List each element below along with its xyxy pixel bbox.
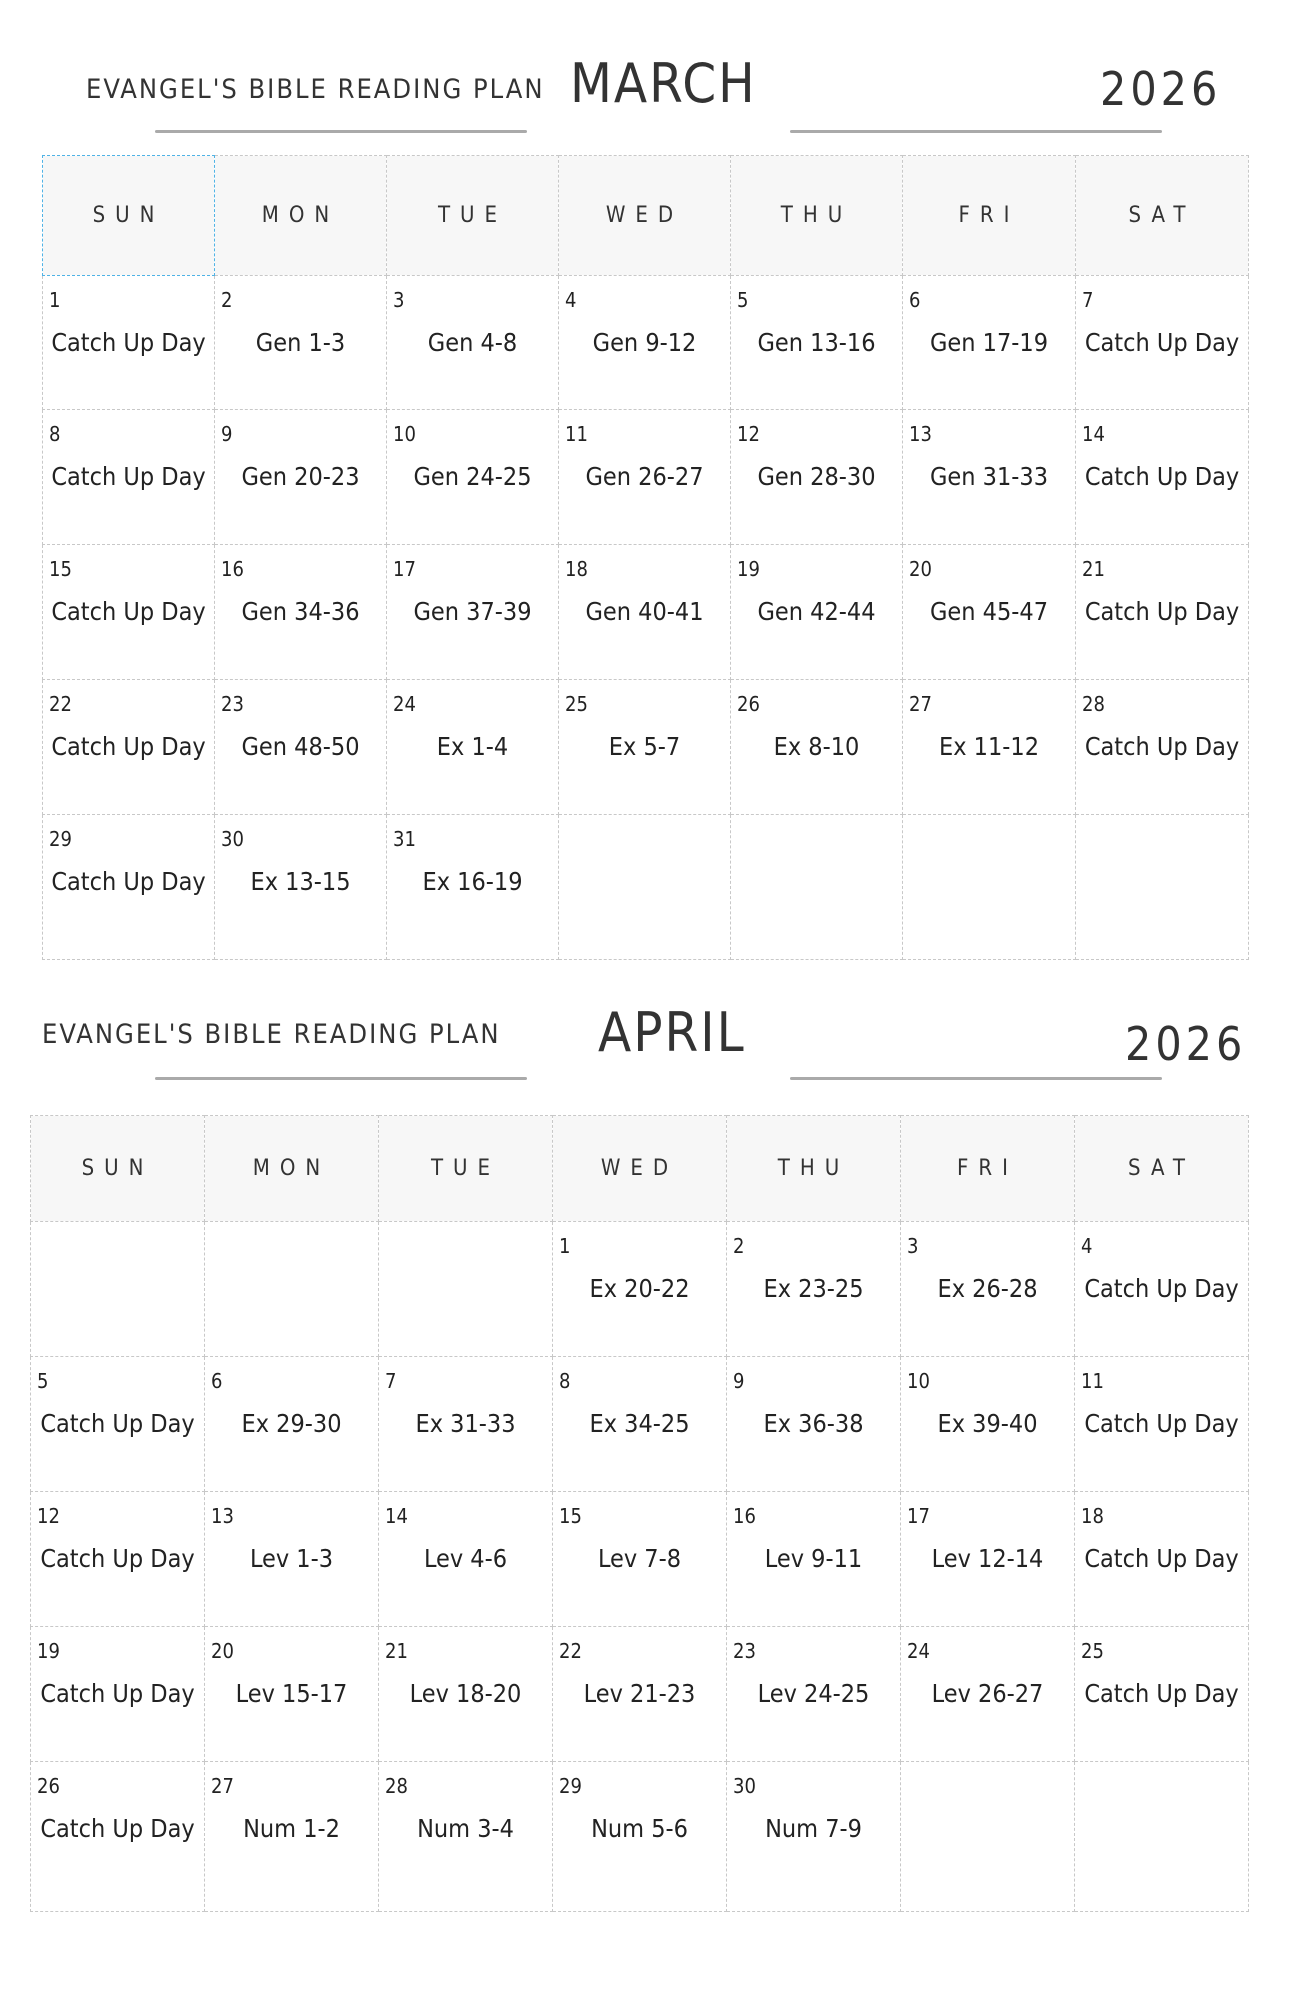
day-cell[interactable]: [215, 680, 387, 815]
day-number: 19: [737, 557, 760, 581]
reading-text: Num 3-4: [417, 1814, 514, 1843]
day-number: 7: [1082, 288, 1094, 312]
day-number: 8: [559, 1369, 571, 1393]
day-number: 14: [1082, 422, 1105, 446]
day-number: 28: [385, 1774, 408, 1798]
day-number: 10: [393, 422, 416, 446]
day-cell[interactable]: [901, 1357, 1075, 1492]
day-cell[interactable]: [727, 1762, 901, 1912]
week-row: [43, 545, 1249, 680]
reading-text: Ex 11-12: [939, 732, 1039, 761]
day-number: 25: [565, 692, 588, 716]
day-cell[interactable]: [205, 1627, 379, 1762]
day-cell[interactable]: [387, 815, 559, 960]
day-cell[interactable]: [903, 815, 1076, 960]
weekday-header-row: [43, 156, 1249, 276]
day-number: 13: [909, 422, 932, 446]
day-number: 11: [1081, 1369, 1104, 1393]
day-cell[interactable]: [43, 680, 215, 815]
day-cell[interactable]: [1076, 680, 1249, 815]
reading-text: Ex 34-25: [589, 1409, 690, 1438]
reading-text: Ex 16-19: [422, 867, 523, 896]
reading-text: Catch Up Day: [51, 597, 206, 626]
reading-text: Catch Up Day: [1084, 1679, 1239, 1708]
day-number: 18: [565, 557, 588, 581]
day-cell[interactable]: [731, 815, 903, 960]
day-number: 1: [49, 288, 61, 312]
reading-text: Lev 4-6: [423, 1544, 508, 1573]
reading-text: Gen 20-23: [241, 462, 360, 491]
reading-text: Lev 21-23: [583, 1679, 696, 1708]
reading-text: Num 7-9: [765, 1814, 862, 1843]
weekday-header-row: [31, 1116, 1249, 1222]
day-cell[interactable]: [1075, 1762, 1249, 1912]
reading-text: Lev 7-8: [597, 1544, 682, 1573]
day-cell[interactable]: [727, 1627, 901, 1762]
reading-text: Gen 28-30: [757, 462, 876, 491]
week-row: [43, 410, 1249, 545]
reading-text: Lev 12-14: [931, 1544, 1044, 1573]
reading-text: Lev 26-27: [931, 1679, 1044, 1708]
day-number: 2: [733, 1234, 745, 1258]
day-number: 11: [565, 422, 588, 446]
day-cell[interactable]: [31, 1492, 205, 1627]
reading-text: Catch Up Day: [40, 1814, 195, 1843]
reading-text: Gen 13-16: [757, 328, 876, 357]
weekday-tue: TUE: [387, 156, 559, 276]
reading-text: Catch Up Day: [51, 328, 206, 357]
day-number: 5: [737, 288, 749, 312]
reading-text: Lev 18-20: [409, 1679, 522, 1708]
day-cell[interactable]: [31, 1627, 205, 1762]
day-cell[interactable]: [379, 1222, 553, 1357]
day-cell[interactable]: [215, 410, 387, 545]
day-number: 22: [49, 692, 72, 716]
day-cell[interactable]: [731, 680, 903, 815]
reading-text: Gen 34-36: [241, 597, 360, 626]
reading-text: Num 1-2: [243, 1814, 340, 1843]
day-number: 29: [49, 827, 72, 851]
weekday-sat: SAT: [1075, 1116, 1249, 1222]
title-underline-left: [155, 130, 527, 133]
day-number: 18: [1081, 1504, 1104, 1528]
day-cell[interactable]: [727, 1222, 901, 1357]
day-number: 31: [393, 827, 416, 851]
day-number: 25: [1081, 1639, 1104, 1663]
day-cell[interactable]: [387, 276, 559, 410]
day-cell[interactable]: [553, 1627, 727, 1762]
week-row: [31, 1357, 1249, 1492]
day-cell[interactable]: [731, 410, 903, 545]
day-number: 9: [221, 422, 233, 446]
day-number: 23: [733, 1639, 756, 1663]
reading-text: Ex 26-28: [937, 1274, 1038, 1303]
day-cell[interactable]: [1076, 276, 1249, 410]
march-header: [0, 40, 1294, 150]
day-number: 7: [385, 1369, 397, 1393]
reading-text: Catch Up Day: [1084, 732, 1240, 761]
day-number: 24: [393, 692, 416, 716]
day-cell[interactable]: [379, 1762, 553, 1912]
day-number: 10: [907, 1369, 930, 1393]
reading-text: Catch Up Day: [40, 1679, 195, 1708]
day-number: 15: [559, 1504, 582, 1528]
day-cell[interactable]: [31, 1222, 205, 1357]
day-number: 19: [37, 1639, 60, 1663]
day-cell[interactable]: [559, 410, 731, 545]
reading-text: Ex 29-30: [241, 1409, 342, 1438]
day-cell[interactable]: [903, 410, 1076, 545]
reading-text: Ex 20-22: [589, 1274, 690, 1303]
week-row: [43, 680, 1249, 815]
weekday-fri: FRI: [903, 156, 1076, 276]
day-cell[interactable]: [1075, 1357, 1249, 1492]
day-cell[interactable]: [205, 1357, 379, 1492]
day-cell[interactable]: [379, 1492, 553, 1627]
reading-text: Ex 8-10: [773, 732, 860, 761]
day-number: 5: [37, 1369, 49, 1393]
week-row: [31, 1222, 1249, 1357]
reading-text: Gen 9-12: [592, 328, 697, 357]
reading-text: Catch Up Day: [40, 1544, 195, 1573]
day-number: 30: [733, 1774, 756, 1798]
reading-text: Catch Up Day: [1084, 597, 1240, 626]
title-underline-right: [790, 130, 1162, 133]
day-number: 6: [909, 288, 921, 312]
day-cell[interactable]: [205, 1762, 379, 1912]
day-cell[interactable]: [205, 1492, 379, 1627]
april-header: [0, 995, 1294, 1105]
day-number: 20: [909, 557, 932, 581]
day-number: 17: [907, 1504, 930, 1528]
weekday-sun[interactable]: SUN: [43, 156, 215, 276]
reading-text: Ex 36-38: [763, 1409, 864, 1438]
month-title: MARCH: [570, 52, 757, 115]
day-number: 29: [559, 1774, 582, 1798]
weekday-wed: WED: [559, 156, 731, 276]
month-title: APRIL: [598, 1001, 746, 1064]
day-number: 1: [559, 1234, 571, 1258]
title-underline-left: [155, 1077, 527, 1080]
reading-text: Gen 31-33: [929, 462, 1049, 491]
day-number: 4: [1081, 1234, 1093, 1258]
reading-text: Ex 1-4: [436, 732, 509, 761]
day-cell[interactable]: [727, 1492, 901, 1627]
day-cell[interactable]: [901, 1222, 1075, 1357]
day-cell[interactable]: [387, 410, 559, 545]
reading-text: Gen 26-27: [585, 462, 704, 491]
weekday-thu: THU: [727, 1116, 901, 1222]
reading-text: Lev 24-25: [757, 1679, 870, 1708]
day-cell[interactable]: [1076, 410, 1249, 545]
day-cell[interactable]: [731, 276, 903, 410]
day-cell[interactable]: [215, 815, 387, 960]
day-cell[interactable]: [903, 680, 1076, 815]
day-cell[interactable]: [553, 1222, 727, 1357]
day-number: 3: [907, 1234, 919, 1258]
day-cell[interactable]: [731, 545, 903, 680]
reading-text: Ex 5-7: [608, 732, 681, 761]
day-cell[interactable]: [903, 545, 1076, 680]
reading-text: Catch Up Day: [1084, 462, 1240, 491]
week-row: [43, 276, 1249, 410]
year-title: 2026: [1125, 1017, 1247, 1071]
day-number: 26: [37, 1774, 60, 1798]
day-cell[interactable]: [1075, 1492, 1249, 1627]
day-cell[interactable]: [43, 276, 215, 410]
day-number: 24: [907, 1639, 930, 1663]
weekday-sat: SAT: [1076, 156, 1249, 276]
day-cell[interactable]: [901, 1492, 1075, 1627]
day-cell[interactable]: [43, 545, 215, 680]
day-number: 30: [221, 827, 244, 851]
day-cell[interactable]: [31, 1357, 205, 1492]
weekday-wed: WED: [553, 1116, 727, 1222]
day-cell[interactable]: [559, 545, 731, 680]
reading-text: Ex 23-25: [763, 1274, 864, 1303]
reading-text: Gen 1-3: [255, 328, 346, 357]
plan-title: EVANGEL'S BIBLE READING PLAN: [42, 1019, 501, 1050]
day-cell[interactable]: [553, 1762, 727, 1912]
april-calendar-grid: [30, 1115, 1249, 1912]
reading-text: Gen 17-19: [929, 328, 1049, 357]
day-cell[interactable]: [43, 815, 215, 960]
day-cell[interactable]: [205, 1222, 379, 1357]
year-title: 2026: [1100, 62, 1222, 116]
day-number: 14: [385, 1504, 408, 1528]
day-cell[interactable]: [43, 410, 215, 545]
day-cell[interactable]: [901, 1627, 1075, 1762]
weekday-tue: TUE: [379, 1116, 553, 1222]
reading-text: Catch Up Day: [51, 867, 206, 896]
reading-text: Catch Up Day: [1084, 1274, 1239, 1303]
day-number: 15: [49, 557, 72, 581]
day-number: 4: [565, 288, 577, 312]
day-number: 23: [221, 692, 244, 716]
week-row: [31, 1762, 1249, 1912]
day-number: 22: [559, 1639, 582, 1663]
day-number: 12: [737, 422, 760, 446]
day-cell[interactable]: [387, 680, 559, 815]
day-cell[interactable]: [559, 680, 731, 815]
day-number: 3: [393, 288, 405, 312]
reading-text: Lev 1-3: [249, 1544, 334, 1573]
reading-text: Gen 42-44: [757, 597, 876, 626]
reading-text: Catch Up Day: [1084, 328, 1240, 357]
day-number: 28: [1082, 692, 1105, 716]
day-cell[interactable]: [553, 1357, 727, 1492]
day-cell[interactable]: [559, 815, 731, 960]
day-number: 20: [211, 1639, 234, 1663]
day-cell[interactable]: [1075, 1627, 1249, 1762]
day-number: 13: [211, 1504, 234, 1528]
day-number: 21: [385, 1639, 408, 1663]
day-number: 8: [49, 422, 61, 446]
day-cell[interactable]: [559, 276, 731, 410]
reading-text: Gen 45-47: [929, 597, 1049, 626]
day-number: 16: [221, 557, 244, 581]
weekday-fri: FRI: [901, 1116, 1075, 1222]
day-number: 26: [737, 692, 760, 716]
day-number: 21: [1082, 557, 1105, 581]
plan-title: EVANGEL'S BIBLE READING PLAN: [86, 74, 545, 105]
march-calendar-grid: [42, 155, 1249, 960]
day-cell[interactable]: [1076, 545, 1249, 680]
reading-text: Lev 9-11: [764, 1544, 863, 1573]
day-number: 17: [393, 557, 416, 581]
reading-text: Gen 37-39: [413, 597, 532, 626]
reading-text: Ex 13-15: [250, 867, 351, 896]
day-cell[interactable]: [901, 1762, 1075, 1912]
day-number: 16: [733, 1504, 756, 1528]
day-cell[interactable]: [1076, 815, 1249, 960]
reading-text: Catch Up Day: [40, 1409, 195, 1438]
day-cell[interactable]: [379, 1357, 553, 1492]
day-number: 6: [211, 1369, 223, 1393]
reading-text: Catch Up Day: [1084, 1544, 1239, 1573]
day-cell[interactable]: [379, 1627, 553, 1762]
weekday-mon: MON: [215, 156, 387, 276]
reading-text: Gen 40-41: [585, 597, 704, 626]
day-cell[interactable]: [903, 276, 1076, 410]
weekday-thu: THU: [731, 156, 903, 276]
reading-text: Catch Up Day: [1084, 1409, 1239, 1438]
day-cell[interactable]: [1075, 1222, 1249, 1357]
week-row: [31, 1627, 1249, 1762]
week-row: [31, 1492, 1249, 1627]
day-cell[interactable]: [31, 1762, 205, 1912]
title-underline-right: [790, 1077, 1162, 1080]
day-cell[interactable]: [727, 1357, 901, 1492]
reading-text: Ex 31-33: [415, 1409, 516, 1438]
reading-text: Num 5-6: [591, 1814, 688, 1843]
reading-text: Catch Up Day: [51, 462, 206, 491]
reading-text: Lev 15-17: [235, 1679, 348, 1708]
reading-text: Gen 4-8: [427, 328, 518, 357]
reading-text: Ex 39-40: [937, 1409, 1038, 1438]
day-cell[interactable]: [387, 545, 559, 680]
weekday-mon: MON: [205, 1116, 379, 1222]
week-row: [43, 815, 1249, 960]
day-cell[interactable]: [215, 276, 387, 410]
reading-text: Gen 48-50: [241, 732, 360, 761]
day-cell[interactable]: [553, 1492, 727, 1627]
day-number: 27: [909, 692, 932, 716]
day-number: 12: [37, 1504, 60, 1528]
reading-text: Catch Up Day: [51, 732, 206, 761]
day-number: 2: [221, 288, 233, 312]
weekday-sun: SUN: [31, 1116, 205, 1222]
day-number: 9: [733, 1369, 745, 1393]
day-number: 27: [211, 1774, 234, 1798]
reading-text: Gen 24-25: [413, 462, 532, 491]
day-cell[interactable]: [215, 545, 387, 680]
